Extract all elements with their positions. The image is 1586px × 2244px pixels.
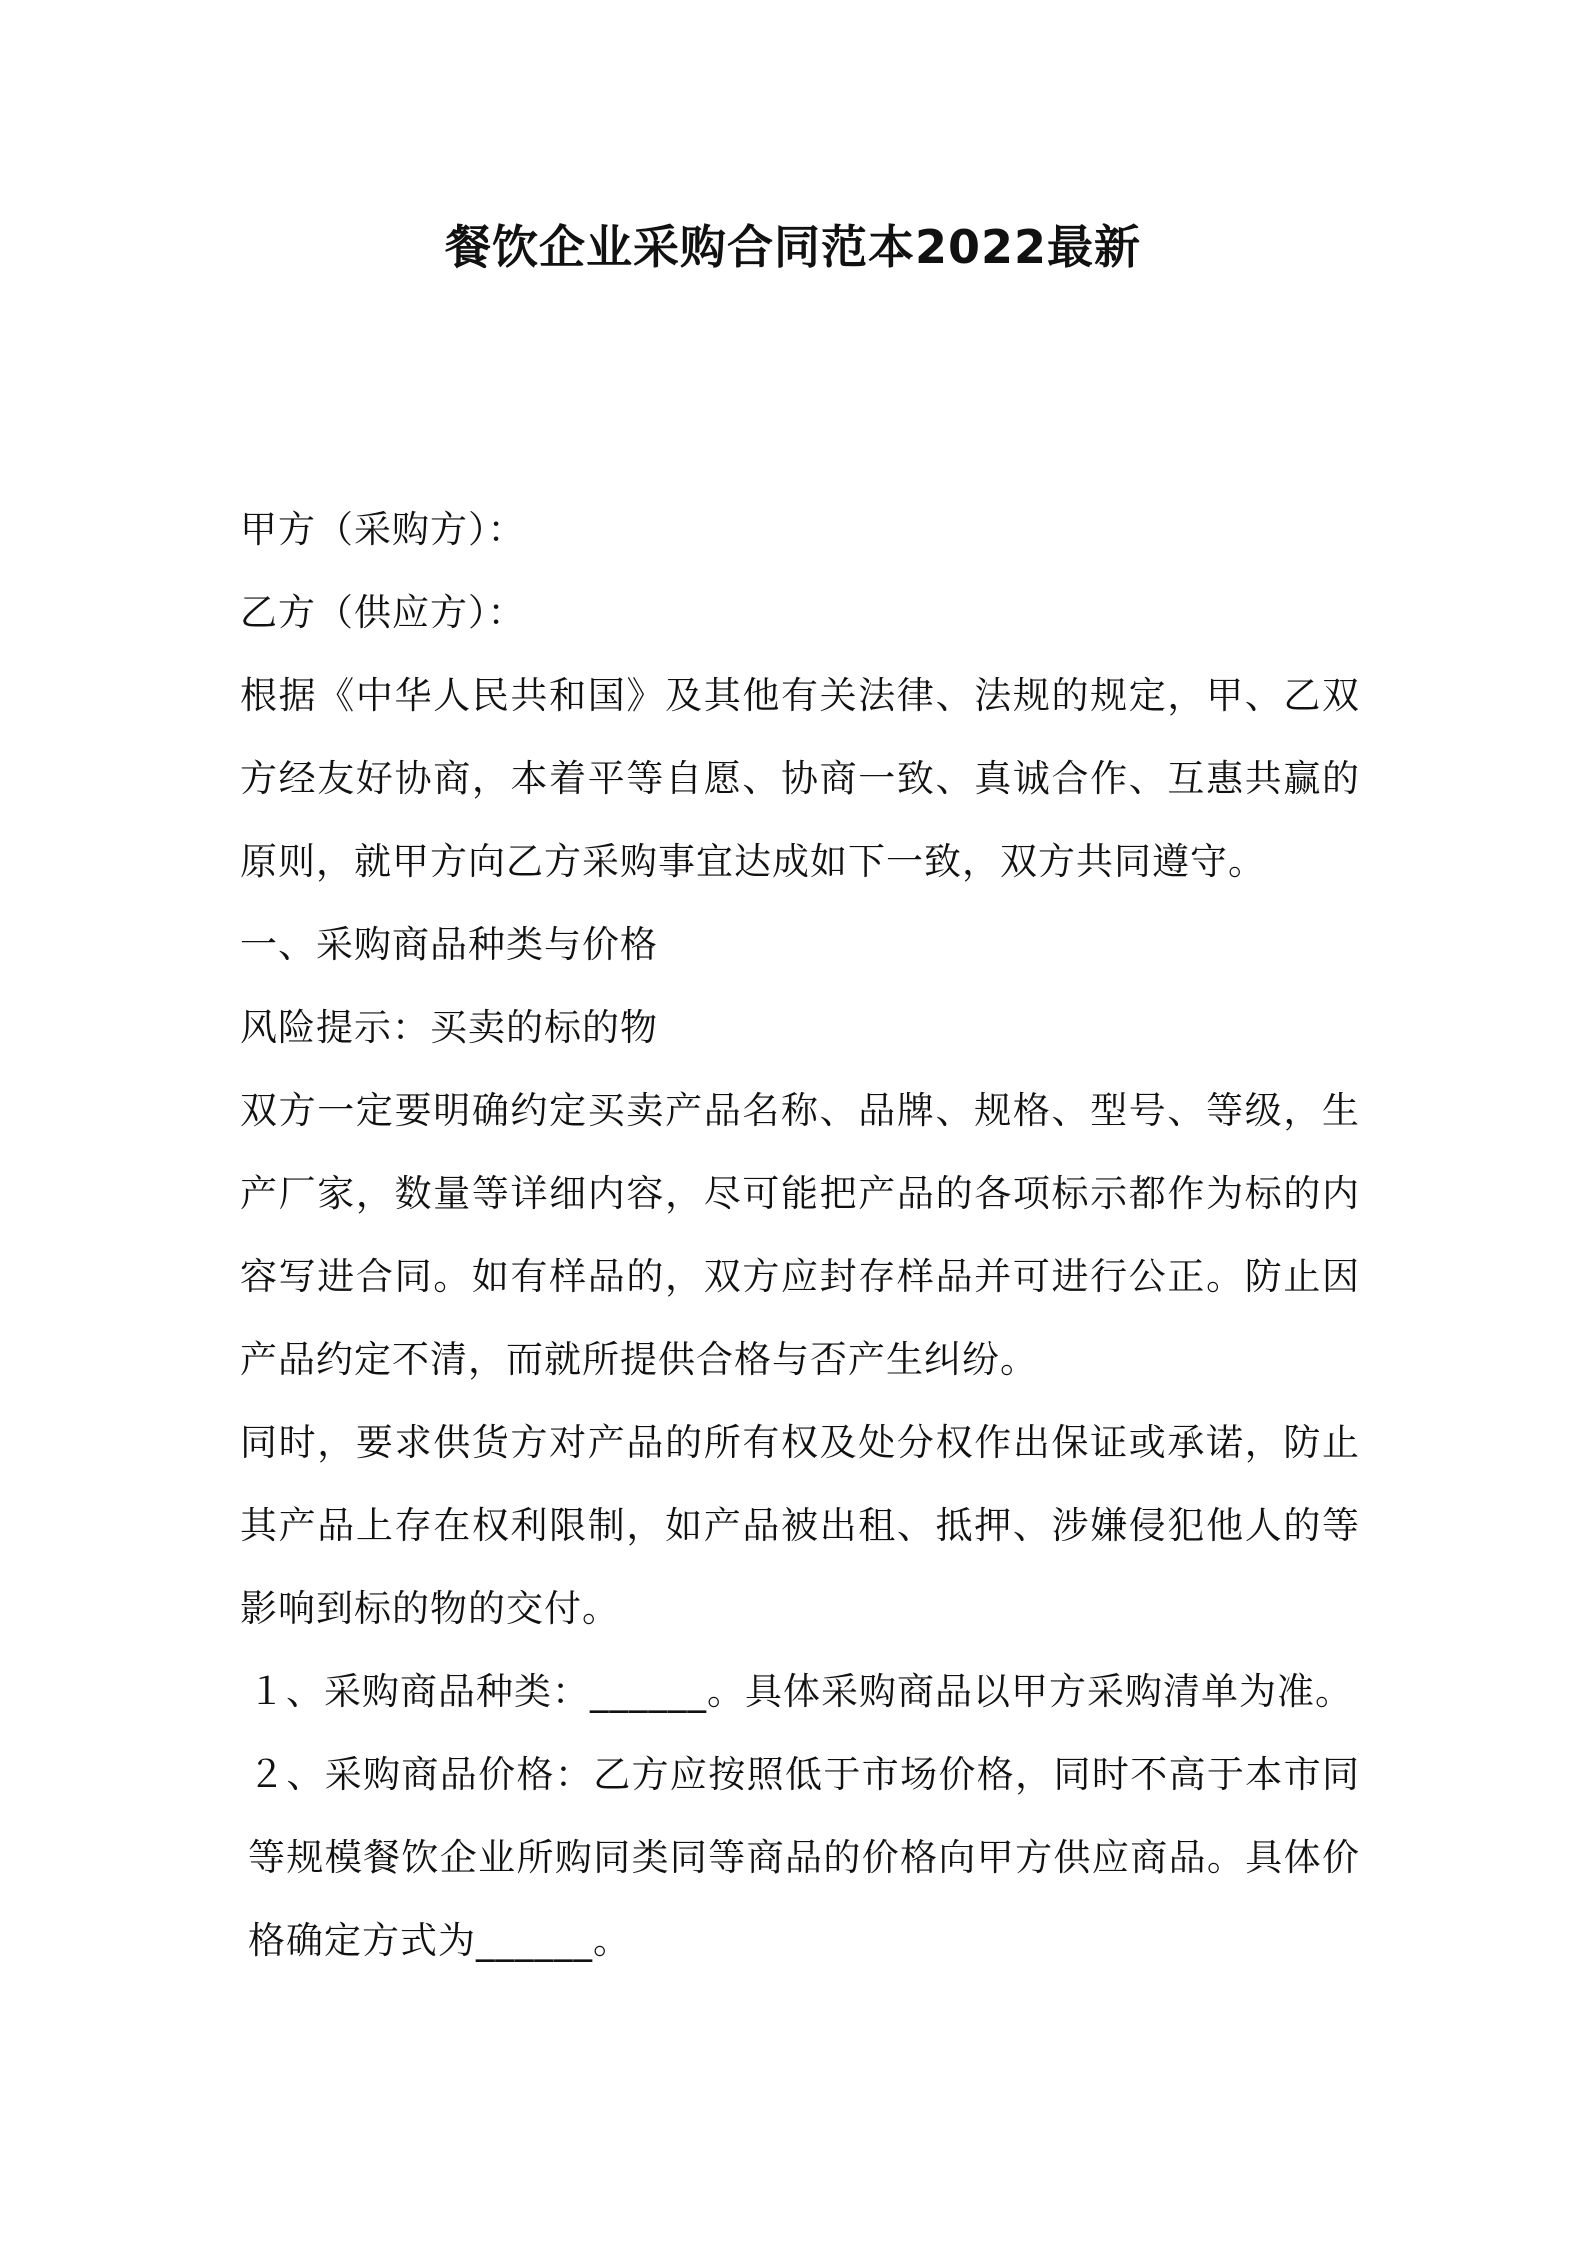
risk-paragraph-2: 同时，要求供货方对产品的所有权及处分权作出保证或承诺，防止其产品上存在权利限制，如产品被出租、抵押、涉嫌侵犯他人的等影响到标的物的交付。	[240, 1421, 1360, 1630]
section-1-heading: 一、采购商品种类与价格	[240, 923, 658, 966]
document-body	[240, 488, 1360, 1982]
risk-paragraph-1: 双方一定要明确约定买卖产品名称、品牌、规格、型号、等级，生产厂家，数量等详细内容，尽可能把产品的各项标示都作为标的内容写进合同。如有样品的，双方应封存样品并可进行公正。防止因产品约定不清，而就所提供合格与否产生纠纷。	[240, 1089, 1360, 1381]
clause-2: ２、采购商品价格：乙方应按照低于市场价格，同时不高于本市同等规模餐饮企业所购同类同等商品的价格向甲方供应商品。具体价格确定方式为______。	[248, 1753, 1360, 1962]
preamble-paragraph: 根据《中华人民共和国》及其他有关法律、法规的规定，甲、乙双方经友好协商，本着平等自愿、协商一致、真诚合作、互惠共赢的原则，就甲方向乙方采购事宜达成如下一致，双方共同遵守。	[240, 674, 1360, 883]
clause-1: １、采购商品种类：______。具体采购商品以甲方采购清单为准。	[248, 1670, 1353, 1713]
party-b-line: 乙方（供应方）：	[240, 591, 526, 634]
party-a-line: 甲方（采购方）：	[240, 508, 526, 551]
risk-heading: 风险提示：买卖的标的物	[240, 1006, 658, 1049]
document-title: 餐饮企业采购合同范本2022最新	[444, 220, 1142, 274]
